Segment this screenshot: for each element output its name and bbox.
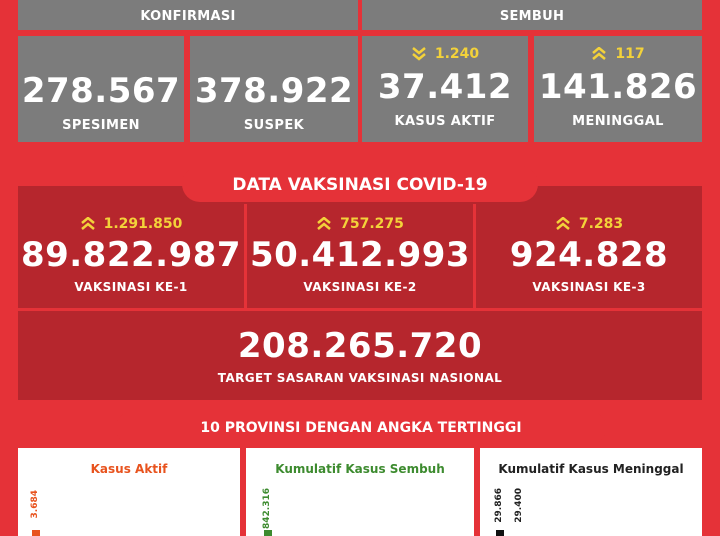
- header-sembuh-label: SEMBUH: [499, 9, 565, 24]
- chart-bar: [264, 530, 272, 536]
- provinsi-title-label: 10 PROVINSI DENGAN ANGKA TERTINGGI: [200, 420, 522, 436]
- stat-label: SUSPEK: [243, 118, 305, 133]
- stat-delta: [534, 46, 702, 62]
- stat-delta-value: 1.240: [434, 46, 480, 62]
- stat-kasus-aktif: [362, 36, 528, 142]
- stat-delta: [362, 46, 528, 62]
- target-label: TARGET SASARAN VAKSINASI NASIONAL: [217, 371, 503, 385]
- stat-label: SPESIMEN: [62, 118, 140, 133]
- vaksinasi-ke-2: [247, 204, 473, 308]
- chart-kumulatif-meninggal: [480, 448, 702, 536]
- vaksinasi-label: VAKSINASI KE-2: [303, 280, 417, 294]
- header-konfirmasi: [18, 0, 358, 30]
- vaksinasi-label: VAKSINASI KE-1: [74, 280, 188, 294]
- vaksinasi-delta-value: 757.275: [340, 216, 404, 232]
- chart-bar: [32, 530, 40, 536]
- vaksinasi-label: VAKSINASI KE-3: [532, 280, 646, 294]
- vaksinasi-value: 89.822.987: [20, 235, 242, 275]
- chart-value-label: 29.866: [494, 488, 504, 523]
- chart-bar: [496, 530, 504, 536]
- vaksinasi-delta: [18, 216, 244, 232]
- stat-value: 278.567: [21, 71, 181, 111]
- chevron-double-up-icon: [555, 217, 571, 231]
- provinsi-title: [116, 410, 606, 446]
- vaksinasi-delta-value: 7.283: [578, 216, 624, 232]
- stat-suspek: [190, 36, 358, 142]
- vaksinasi-ke-1: [18, 204, 244, 308]
- chart-title: Kasus Aktif: [90, 462, 168, 476]
- vaksinasi-target: [18, 311, 702, 400]
- chevron-double-up-icon: [591, 47, 607, 61]
- chart-title: Kumulatif Kasus Meninggal: [498, 462, 684, 476]
- chevron-double-up-icon: [80, 217, 96, 231]
- chart-kasus-aktif: [18, 448, 240, 536]
- vaksinasi-value: 50.412.993: [249, 235, 471, 275]
- header-sembuh: [362, 0, 702, 30]
- stat-delta-value: 117: [615, 46, 645, 62]
- stat-value: 37.412: [377, 67, 513, 107]
- vaksinasi-delta-value: 1.291.850: [103, 216, 183, 232]
- chart-value-label: 3.684: [30, 490, 40, 519]
- vaksinasi-delta: [476, 216, 702, 232]
- stat-label: MENINGGAL: [572, 114, 664, 129]
- stat-spesimen: [18, 36, 184, 142]
- vaksinasi-ke-3: [476, 204, 702, 308]
- chart-value-label: 842.316: [262, 488, 272, 529]
- stat-value: 141.826: [538, 67, 698, 107]
- vaksinasi-delta: [247, 216, 473, 232]
- vaksinasi-value: 924.828: [509, 235, 669, 275]
- target-value: 208.265.720: [237, 326, 483, 366]
- stat-label: KASUS AKTIF: [394, 114, 496, 129]
- chevron-double-up-icon: [316, 217, 332, 231]
- stat-meninggal: [534, 36, 702, 142]
- vaksinasi-title-label: DATA VAKSINASI COVID-19: [232, 175, 488, 195]
- chevron-double-down-icon: [411, 47, 427, 61]
- header-konfirmasi-label: KONFIRMASI: [140, 9, 236, 24]
- vaksinasi-title: [182, 166, 538, 202]
- chart-title: Kumulatif Kasus Sembuh: [275, 462, 445, 476]
- stat-value: 378.922: [194, 71, 354, 111]
- chart-value-label: 29.400: [514, 488, 524, 523]
- chart-kumulatif-sembuh: [246, 448, 474, 536]
